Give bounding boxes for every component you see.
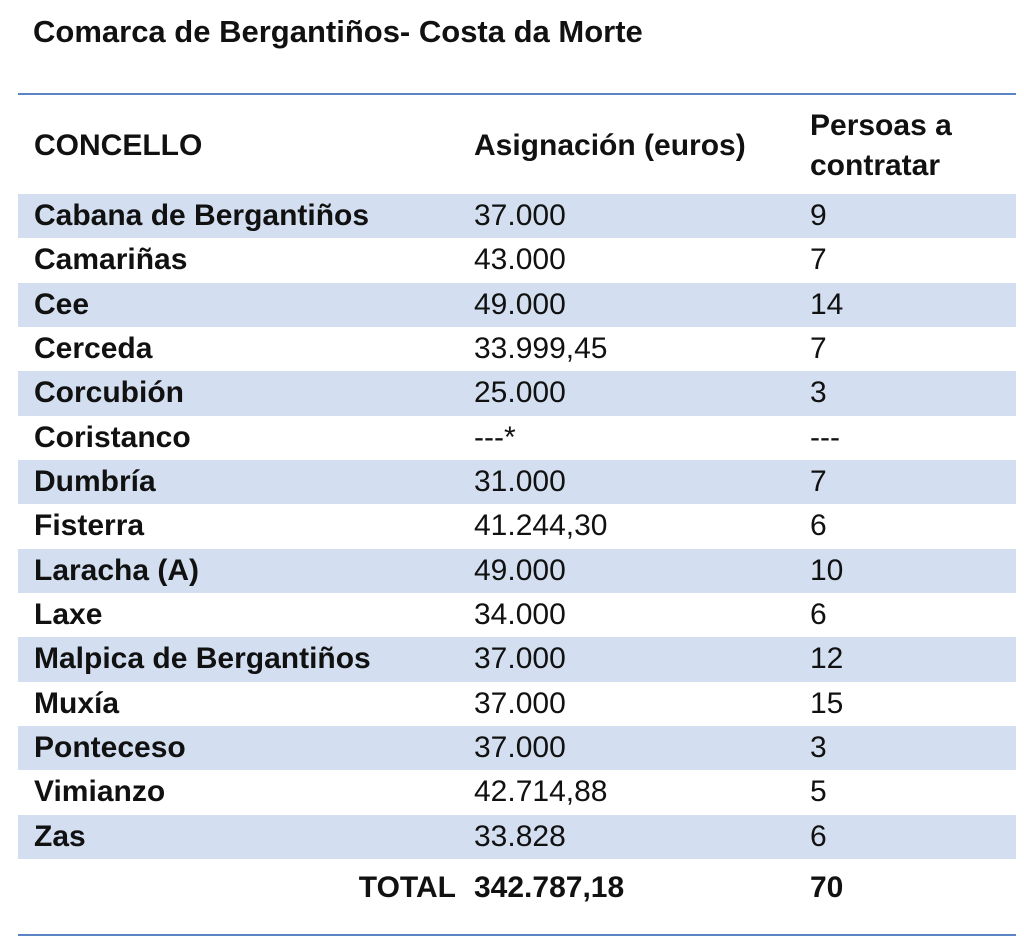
table-row (18, 194, 1016, 238)
cell-persoas: 7 (792, 460, 1016, 504)
cell-persoas: 3 (792, 726, 1016, 770)
table-row (18, 637, 1016, 681)
cell-concello: Cerceda (34, 332, 153, 366)
cell-persoas: 6 (810, 509, 827, 543)
cell-concello: Coristanco (34, 420, 191, 454)
table-row (18, 726, 1016, 770)
cell-asignacion: 33.828 (456, 815, 792, 859)
cell-asignacion: 31.000 (456, 460, 792, 504)
top-divider (18, 93, 1016, 95)
cell-persoas: 7 (810, 243, 827, 277)
cell-asignacion: ---* (474, 420, 516, 454)
total-label: TOTAL (358, 870, 456, 904)
cell-concello: Zas (18, 815, 456, 859)
total-row (18, 859, 1016, 917)
table-row (18, 593, 1016, 637)
cell-persoas: --- (810, 420, 840, 454)
column-header-concello: CONCELLO (34, 129, 203, 162)
cell-asignacion: 33.999,45 (474, 332, 608, 366)
cell-concello: Cabana de Bergantiños (18, 194, 456, 238)
cell-concello: Corcubión (18, 371, 456, 415)
column-header-asignacion: Asignación (euros) (474, 129, 746, 162)
cell-asignacion: 43.000 (474, 243, 566, 277)
table-row (18, 416, 1016, 460)
table-row (18, 371, 1016, 415)
cell-asignacion: 37.000 (456, 637, 792, 681)
table-row (18, 283, 1016, 327)
cell-persoas: 5 (810, 775, 827, 809)
cell-asignacion: 25.000 (456, 371, 792, 415)
cell-persoas: 6 (810, 598, 827, 632)
table-row (18, 815, 1016, 859)
cell-persoas: 12 (792, 637, 1016, 681)
cell-asignacion: 41.244,30 (474, 509, 608, 543)
table-row (18, 682, 1016, 726)
cell-asignacion: 37.000 (474, 686, 566, 720)
cell-concello: Ponteceso (18, 726, 456, 770)
cell-asignacion: 49.000 (456, 283, 792, 327)
column-header-persoas: Persoas a contratar (810, 109, 952, 182)
cell-concello: Cee (18, 283, 456, 327)
total-persoas: 70 (810, 870, 844, 904)
cell-asignacion: 42.714,88 (474, 775, 608, 809)
cell-concello: Malpica de Bergantiños (18, 637, 456, 681)
cell-asignacion: 37.000 (456, 194, 792, 238)
table-row (18, 504, 1016, 548)
table-body (18, 194, 1016, 859)
cell-asignacion: 49.000 (456, 549, 792, 593)
cell-asignacion: 34.000 (474, 598, 566, 632)
table-row (18, 460, 1016, 504)
table-row (18, 327, 1016, 371)
table-row (18, 238, 1016, 282)
cell-concello: Camariñas (34, 243, 188, 277)
cell-concello: Muxía (34, 686, 120, 720)
cell-persoas: 15 (810, 686, 844, 720)
bottom-divider (18, 934, 1016, 936)
cell-persoas: 10 (792, 549, 1016, 593)
table-header-row (18, 98, 1016, 194)
cell-persoas: 3 (792, 371, 1016, 415)
cell-persoas: 14 (792, 283, 1016, 327)
page-title: Comarca de Bergantiños- Costa da Morte (33, 14, 643, 49)
cell-persoas: 9 (792, 194, 1016, 238)
table-row (18, 770, 1016, 814)
cell-asignacion: 37.000 (456, 726, 792, 770)
allocation-table (18, 98, 1016, 917)
cell-persoas: 6 (792, 815, 1016, 859)
cell-concello: Laracha (A) (18, 549, 456, 593)
total-asignacion: 342.787,18 (474, 870, 625, 904)
table-row (18, 549, 1016, 593)
cell-persoas: 7 (810, 332, 827, 366)
cell-concello: Fisterra (34, 509, 145, 543)
cell-concello: Laxe (34, 598, 103, 632)
cell-concello: Dumbría (18, 460, 456, 504)
cell-concello: Vimianzo (34, 775, 166, 809)
